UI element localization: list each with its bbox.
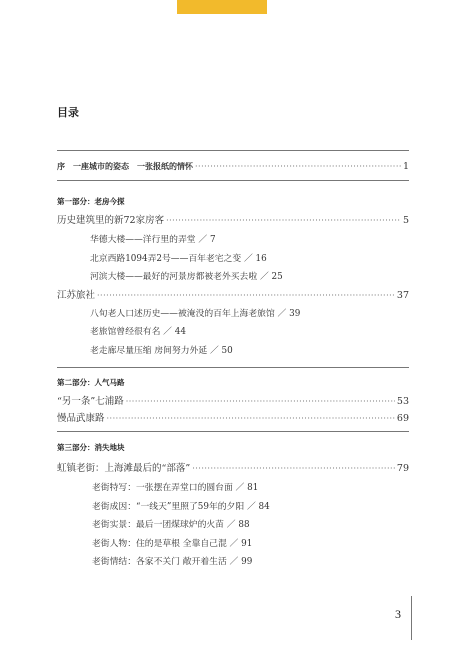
toc-entry[interactable] [57, 460, 409, 474]
divider [57, 367, 409, 368]
divider [57, 180, 409, 181]
toc-subentry[interactable]: 老旅馆曾经很有名 ／ 44 [90, 327, 186, 337]
toc-subentry[interactable]: 老街实景：最后一团煤球炉的火苗 ／ 88 [92, 520, 250, 530]
toc-entry[interactable] [57, 393, 409, 407]
toc-subentry[interactable]: 北京西路1094弄2号——百年老宅之变 ／ 16 [90, 254, 267, 264]
toc-entry[interactable] [57, 212, 409, 226]
toc-preface[interactable] [57, 161, 409, 172]
part-title: 第二部分：人气马路 [57, 378, 125, 387]
leader-dots [107, 414, 395, 423]
divider [57, 150, 409, 151]
leader-dots [126, 397, 395, 406]
toc-page: 53 [396, 396, 409, 407]
toc-subentry[interactable]: 老街情结：各家不关门 敞开着生活 ／ 99 [92, 557, 253, 567]
toc-entry-title: 慢品武康路 [57, 413, 105, 424]
page-edge-line [411, 596, 412, 640]
toc-entry-title: 序 一座城市的姿态 一张报纸的情怀 [57, 162, 193, 171]
toc-entry-title: “另一条”七浦路 [57, 396, 124, 407]
toc-subentry[interactable]: 老街人物：住的是草根 全靠自己混 ／ 91 [92, 539, 253, 549]
toc-heading: 目录 [57, 106, 79, 119]
leader-dots [192, 464, 395, 473]
toc-subentry[interactable]: 老街特写：一张摆在弄堂口的圆台面 ／ 81 [92, 483, 259, 493]
page-number: 3 [395, 607, 401, 621]
toc-subentry[interactable]: 华德大楼——洋行里的弄堂 ／ 7 [90, 235, 216, 245]
toc-subentry[interactable]: 河滨大楼——最好的河景房都被老外买去啦 ／ 25 [90, 272, 283, 282]
toc-subentry[interactable]: 老走廊尽量压缩 房间努力外延 ／ 50 [90, 346, 233, 356]
toc-entry-title: 虹镇老街：上海滩最后的“部落” [57, 463, 191, 474]
leader-dots [166, 216, 401, 225]
header-color-tab [177, 0, 267, 14]
toc-page: 79 [396, 463, 409, 474]
leader-dots [97, 291, 395, 300]
toc-entry-title: 历史建筑里的新72家房客 [57, 215, 165, 226]
toc-subentry[interactable]: 老街成因：“一线天”里照了59年的夕阳 ／ 84 [92, 502, 270, 512]
toc-page: 5 [402, 215, 409, 226]
toc-entry[interactable] [57, 287, 409, 301]
part-title: 第一部分：老房今探 [57, 197, 125, 206]
toc-subentry[interactable]: 八旬老人口述历史——被淹没的百年上海老旅馆 ／ 39 [90, 309, 301, 319]
toc-page: 69 [396, 413, 409, 424]
part-title: 第三部分：消失地块 [57, 443, 125, 452]
toc-entry[interactable] [57, 410, 409, 424]
toc-entry-title: 江苏旅社 [57, 290, 96, 301]
divider [57, 431, 409, 432]
toc-page: 37 [396, 290, 409, 301]
toc-page: 1 [402, 161, 409, 172]
leader-dots [195, 162, 401, 171]
